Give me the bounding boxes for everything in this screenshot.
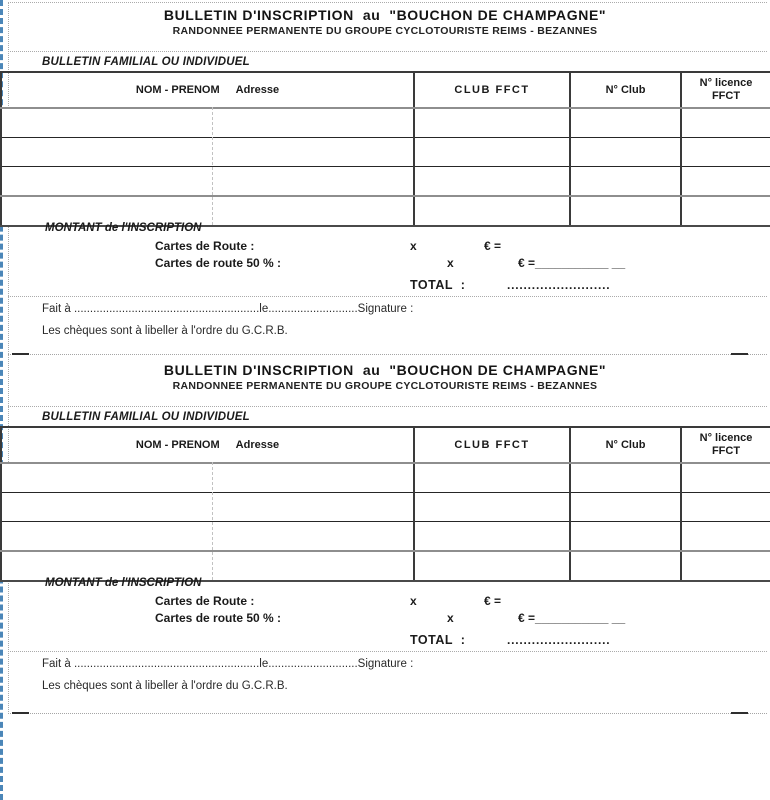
table-cell-empty [1,138,414,167]
table-cell-empty [681,167,770,197]
blank-underline-short: __ [611,611,626,625]
table-cell-empty [1,522,414,552]
table-cell-empty [570,463,681,493]
table-cell-empty [681,196,770,226]
table-cell-empty [681,138,770,167]
total-label: TOTAL : [410,278,466,292]
table-cell-empty [414,463,570,493]
table-cell-empty [681,551,770,581]
header-name-label: NOM - PRENOM [135,439,220,451]
table-cell-empty [414,493,570,522]
route-cards-label: Cartes de Route : [155,239,255,253]
header-address-label: Adresse [235,84,280,96]
times-symbol: x [410,239,417,253]
table-row-empty [1,108,770,138]
table-cell-empty [1,108,414,138]
name-address-dashed-divider [212,462,213,580]
column-header-club-number: N° Club [570,427,681,463]
euro-equals-blank: € =___________ __ [518,256,626,270]
table-cell-empty [570,167,681,197]
route-cards-label: Cartes de Route : [155,594,255,608]
registration-table [0,71,770,227]
dotted-divider [8,651,767,652]
cut-line [0,711,770,715]
dotted-divider [8,406,767,407]
table-header-row [1,72,770,108]
table-cell-empty [570,108,681,138]
table-row-empty [1,167,770,197]
cheque-note: Les chèques sont à libeller à l'ordre du G.C.R.B. [42,680,288,692]
table-cell-empty [570,196,681,226]
made-at-signature-line: Fait à ..........................................................le............................Signature : [42,303,414,315]
route-cards-50-label: Cartes de route 50 % : [155,256,282,270]
times-symbol: x [447,256,454,270]
total-dotted-line: ......................... [507,278,611,292]
table-row-empty [1,522,770,552]
column-header-name-address [1,72,414,108]
blank-underline: ___________ [535,256,609,270]
column-header-name-address [1,427,414,463]
section-label: BULLETIN FAMILIAL OU INDIVIDUEL [42,411,250,423]
cut-line [0,352,770,356]
euro-equals-label: € = [484,594,502,608]
times-symbol: x [447,611,454,625]
form-copy-2 [0,355,770,710]
table-cell-empty [1,167,414,197]
times-symbol: x [410,594,417,608]
table-cell-empty [681,108,770,138]
table-cell-empty [414,108,570,138]
table-cell-empty [414,551,570,581]
route-cards-50-label: Cartes de route 50 % : [155,611,282,625]
column-header-club-ffct: CLUB FFCT [414,427,570,463]
table-row-empty [1,463,770,493]
made-at-signature-line: Fait à ..........................................................le............................Signature : [42,658,414,670]
table-cell-empty [570,522,681,552]
dotted-divider [8,296,767,297]
column-header-licence-number: N° licence FFCT [681,427,770,463]
table-cell-empty [1,493,414,522]
cheque-note: Les chèques sont à libeller à l'ordre du G.C.R.B. [42,325,288,337]
table-cell-empty [570,551,681,581]
table-cell-empty [681,463,770,493]
total-dotted-line: ......................... [507,633,611,647]
table-row-empty [1,138,770,167]
table-row-empty [1,493,770,522]
section-label: BULLETIN FAMILIAL OU INDIVIDUEL [42,56,250,68]
cut-mark-right [731,712,748,714]
table-header-row [1,427,770,463]
amount-section-heading: MONTANT de l'INSCRIPTION [45,577,202,589]
blank-underline-short: __ [611,256,626,270]
total-label: TOTAL : [410,633,466,647]
cut-mark-left [12,712,29,714]
table-cell-empty [414,196,570,226]
page-subtitle: RANDONNEE PERMANENTE DU GROUPE CYCLOTOURISTE REIMS - BEZANNES [172,25,598,37]
table-cell-empty [414,138,570,167]
column-header-club-ffct: CLUB FFCT [414,72,570,108]
column-header-club-number: N° Club [570,72,681,108]
table-cell-empty [681,522,770,552]
page-title: BULLETIN D'INSCRIPTION au "BOUCHON DE CHAMPAGNE" [163,7,607,23]
euro-equals-label: € = [484,239,502,253]
registration-table [0,426,770,582]
blank-underline: ___________ [535,611,609,625]
table-cell-empty [414,522,570,552]
table-cell-empty [570,138,681,167]
cut-mark-right [731,353,748,355]
name-address-dashed-divider [212,107,213,225]
cut-mark-left [12,353,29,355]
header-address-label: Adresse [235,439,280,451]
page-title: BULLETIN D'INSCRIPTION au "BOUCHON DE CHAMPAGNE" [163,362,607,378]
form-copy-1 [0,0,770,355]
page-subtitle: RANDONNEE PERMANENTE DU GROUPE CYCLOTOURISTE REIMS - BEZANNES [172,380,598,392]
amount-section-heading: MONTANT de l'INSCRIPTION [45,222,202,234]
dotted-divider [8,51,767,52]
column-header-licence-number: N° licence FFCT [681,72,770,108]
table-cell-empty [570,493,681,522]
table-cell-empty [414,167,570,197]
header-name-label: NOM - PRENOM [135,84,220,96]
table-cell-empty [681,493,770,522]
table-cell-empty [1,463,414,493]
euro-equals-blank: € =___________ __ [518,611,626,625]
